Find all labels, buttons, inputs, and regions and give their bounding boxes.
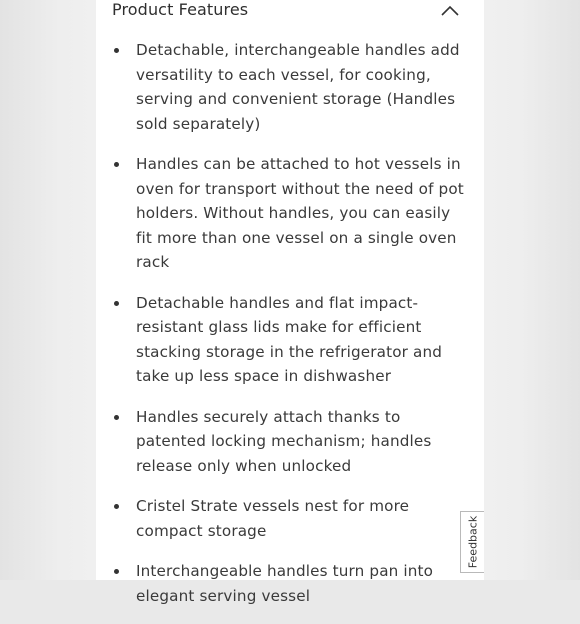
section-title: Product Features <box>112 0 249 19</box>
feature-text: Handles securely attach thanks to patented locking mechanism; handles release only when unlocked <box>136 407 432 475</box>
feedback-tab-button[interactable] <box>460 511 484 573</box>
feature-list-item <box>96 291 484 389</box>
feedback-label: Feedback <box>466 515 479 569</box>
feature-list-item <box>96 405 484 479</box>
feature-text: Handles can be attached to hot vessels in oven for transport without the need of pot holders. Without handles, you can easily fit more than one vessel on a single oven rack <box>136 155 464 271</box>
bullet-icon <box>114 301 119 306</box>
bullet-icon <box>114 504 119 509</box>
feature-text: Detachable handles and flat impact-resistant glass lids make for efficient stacking storage in the refrigerator and take up less space in dishwasher <box>136 293 443 385</box>
collapse-toggle-button[interactable] <box>438 0 462 21</box>
feature-text: Interchangeable handles turn pan into elegant serving vessel <box>136 562 434 605</box>
bullet-icon <box>114 569 119 574</box>
bullet-icon <box>114 48 119 53</box>
bullet-icon <box>114 415 119 420</box>
product-features-panel <box>96 0 484 605</box>
feature-list-item <box>96 152 484 275</box>
feature-list-item <box>96 559 484 608</box>
chevron-up-icon <box>438 0 462 21</box>
product-features-header[interactable] <box>112 0 472 25</box>
feature-list-item <box>96 494 484 543</box>
feature-text: Cristel Strate vessels nest for more compact storage <box>136 497 410 540</box>
feature-text: Detachable, interchangeable handles add versatility to each vessel, for cooking, serving and convenient storage (Handles sold separately) <box>136 41 460 133</box>
feature-list-item <box>96 38 484 136</box>
feature-list <box>96 38 484 624</box>
bullet-icon <box>114 162 119 167</box>
